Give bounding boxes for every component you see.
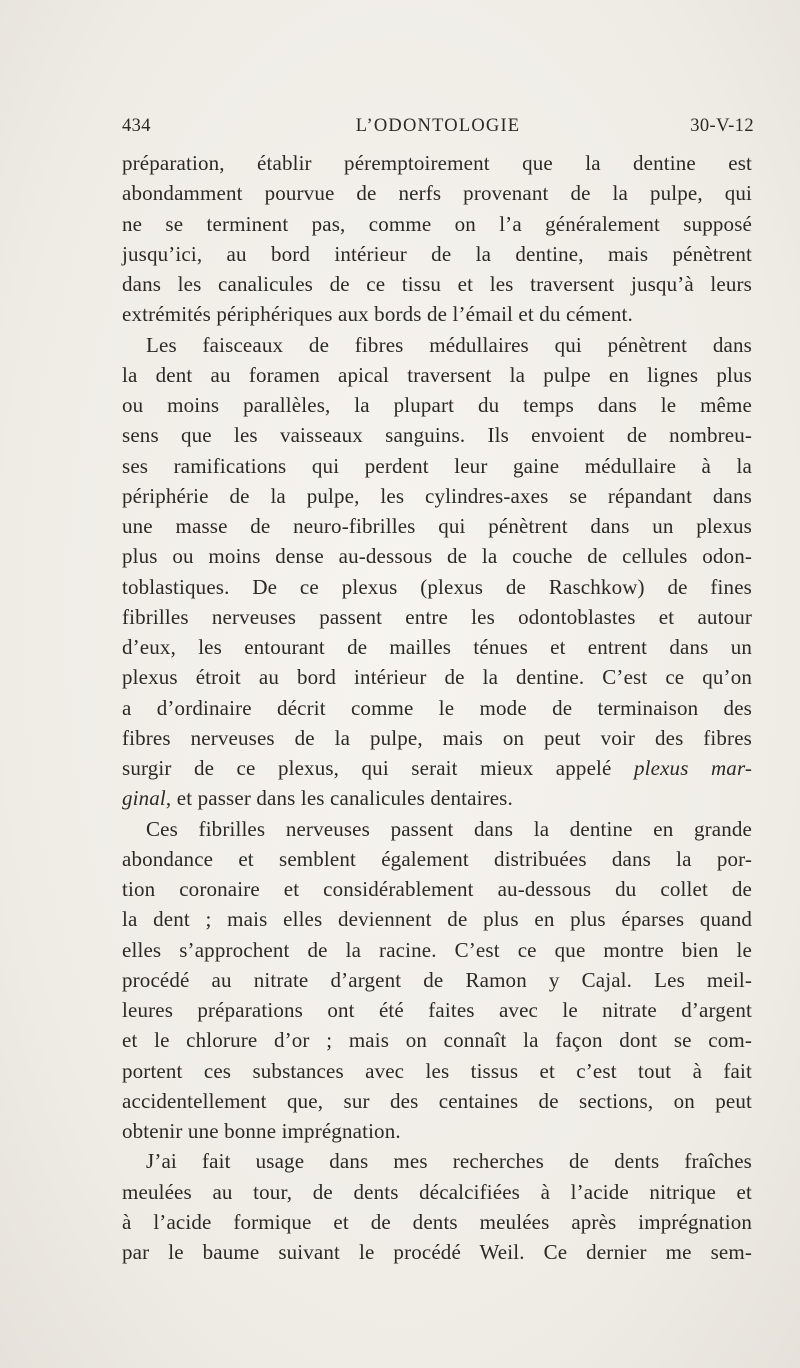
line-text: la dent au foramen apical traversent la pulpe en lignes plus	[122, 362, 752, 387]
line-text: la dent ; mais elles deviennent de plus en plus éparses quand	[122, 907, 752, 932]
text-line	[122, 1056, 752, 1086]
text-line	[122, 1146, 752, 1176]
line-text: meulées au tour, de dents décalcifiées à l’acide nitrique et	[122, 1179, 752, 1204]
body-text	[122, 148, 752, 1267]
line-text: à l’acide formique et de dents meulées après imprégnation	[122, 1209, 752, 1234]
line-text: ou moins parallèles, la plupart du temps dans le même	[122, 393, 752, 417]
page-header	[122, 116, 754, 144]
text-line	[122, 451, 752, 481]
line-text: J’ai fait usage dans mes recherches de dents fraîches	[146, 1149, 752, 1174]
line-text: plexus étroit au bord intérieur de la dentine. C’est ce qu’on	[122, 665, 752, 690]
line-text: fibres nerveuses de la pulpe, mais on peut voir des fibres	[122, 725, 752, 750]
line-text: obtenir une bonne imprégnation.	[122, 1119, 401, 1143]
text-line	[122, 632, 752, 662]
text-line	[122, 904, 752, 934]
text-line	[122, 1237, 752, 1267]
text-line	[122, 753, 752, 783]
line-text: ne se terminent pas, comme on l’a généralement supposé	[122, 211, 752, 236]
running-title: L’ODONTOLOGIE	[355, 116, 521, 136]
line-text: ses ramifications qui perdent leur gaine médullaire à la	[122, 453, 752, 478]
text-line	[122, 814, 752, 844]
text-line	[122, 511, 752, 541]
line-text: elles s’approchent de la racine. C’est ce que montre bien le	[122, 937, 752, 962]
line-text: surgir de ce plexus, qui serait mieux appelé	[122, 756, 634, 780]
text-line	[122, 783, 752, 813]
line-text: portent ces substances avec les tissus et c’est tout à fait	[122, 1058, 752, 1083]
text-line	[122, 1086, 752, 1116]
line-text: Les faisceaux de fibres médullaires qui pénètrent dans	[146, 332, 752, 357]
text-line	[122, 481, 752, 511]
text-line	[122, 723, 752, 753]
line-text: extrémités périphériques aux bords de l’émail et du cément.	[122, 302, 633, 327]
page-number: 434	[122, 116, 151, 136]
text-line	[122, 874, 752, 904]
text-line	[122, 1177, 752, 1207]
line-text: jusqu’ici, au bord intérieur de la dentine, mais pénètrent	[122, 241, 752, 266]
line-text: tion coronaire et considérablement au-dessous du collet de	[122, 877, 752, 901]
line-text: une masse de neuro-fibrilles qui pénètrent dans un plexus	[122, 514, 752, 538]
issue-date: 30-V-12	[690, 116, 754, 136]
text-line	[122, 299, 752, 329]
italic-term: ginal	[122, 786, 166, 811]
line-text: abondamment pourvue de nerfs provenant de la pulpe, qui	[122, 181, 752, 206]
text-line	[122, 844, 752, 874]
line-text: d’eux, les entourant de mailles ténues et entrent dans un	[122, 635, 752, 659]
line-text: , et passer dans les canalicules dentaires.	[165, 786, 513, 811]
line-text: dans les canalicules de ce tissu et les traversent jusqu’à leurs	[122, 272, 752, 296]
line-text: leures préparations ont été faites avec le nitrate d’argent	[122, 998, 752, 1022]
text-line	[122, 1116, 752, 1146]
text-line	[122, 178, 752, 208]
line-text: par le baume suivant le procédé Weil. Ce dernier me sem-	[122, 1240, 752, 1264]
line-text: préparation, établir péremptoirement que la dentine est	[122, 151, 752, 175]
line-text: Ces fibrilles nerveuses passent dans la dentine en grande	[146, 816, 752, 841]
text-line	[122, 995, 752, 1025]
line-text: et le chlorure d’or ; mais on connaît la façon dont se com-	[122, 1028, 752, 1053]
text-line	[122, 693, 752, 723]
text-line	[122, 209, 752, 239]
line-text: sens que les vaisseaux sanguins. Ils envoient de nombreu-	[122, 423, 752, 448]
line-text: accidentellement que, sur des centaines de sections, on peut	[122, 1088, 752, 1113]
line-text: fibrilles nerveuses passent entre les odontoblastes et autour	[122, 604, 752, 629]
text-line	[122, 1207, 752, 1237]
text-line	[122, 239, 752, 269]
text-line	[122, 330, 752, 360]
line-text: périphérie de la pulpe, les cylindres-axes se répandant dans	[122, 483, 752, 508]
line-text: a d’ordinaire décrit comme le mode de terminaison des	[122, 695, 752, 720]
text-line	[122, 390, 752, 420]
line-text: toblastiques. De ce plexus (plexus de Raschkow) de fines	[122, 574, 752, 599]
italic-term: plexus mar-	[633, 756, 752, 780]
text-line	[122, 360, 752, 390]
text-line	[122, 148, 752, 178]
text-line	[122, 572, 752, 602]
text-line	[122, 935, 752, 965]
text-line	[122, 662, 752, 692]
line-text: abondance et semblent également distribuées dans la por-	[122, 846, 752, 871]
text-line	[122, 269, 752, 299]
text-line	[122, 420, 752, 450]
text-line	[122, 1025, 752, 1055]
text-line	[122, 541, 752, 571]
text-line	[122, 965, 752, 995]
line-text: procédé au nitrate d’argent de Ramon y Cajal. Les meil-	[122, 967, 752, 992]
line-text: plus ou moins dense au-dessous de la couche de cellules odon-	[122, 544, 752, 569]
text-line	[122, 602, 752, 632]
